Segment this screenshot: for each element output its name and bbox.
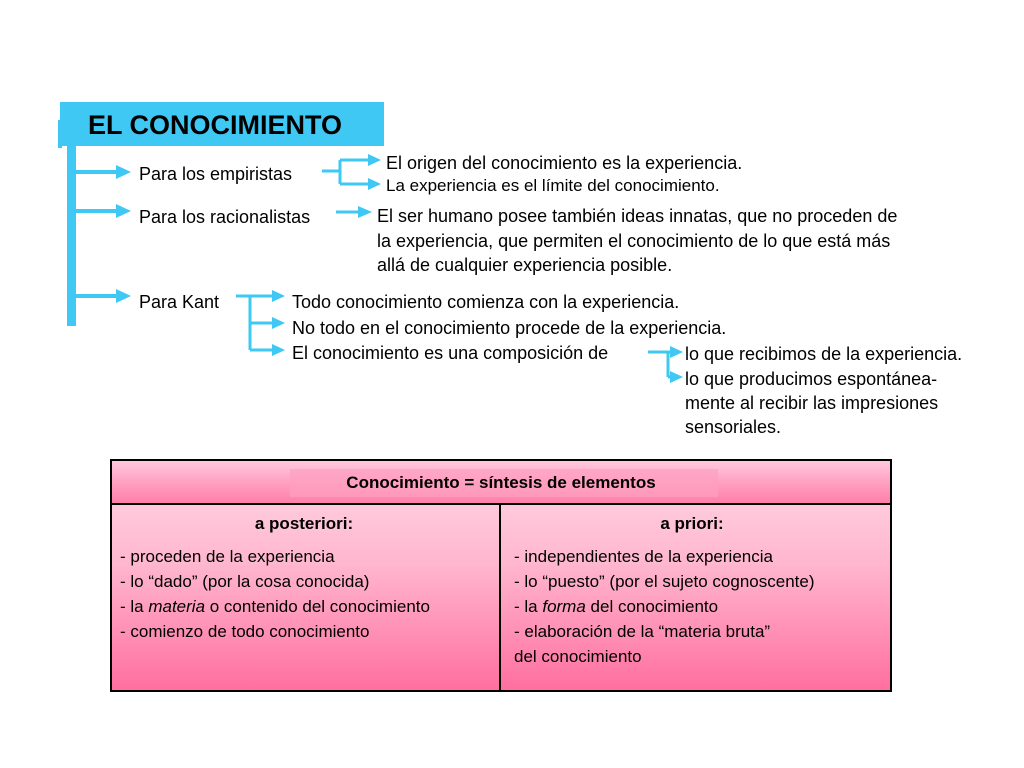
empiristas-point-2: La experiencia es el límite del conocimiento. — [386, 176, 720, 195]
a-priori-item: - la forma del conocimiento — [514, 597, 719, 616]
a-priori-item: - independientes de la experiencia — [514, 547, 773, 566]
racionalistas-line-2: la experiencia, que permiten el conocimiento de lo que está más — [377, 231, 891, 251]
fork-composition — [648, 352, 672, 377]
arrowhead-emp-2 — [368, 178, 381, 190]
composition-second-line-1: lo que producimos espontánea- — [685, 369, 938, 389]
a-priori-item: - elaboración de la “materia bruta” — [514, 622, 771, 641]
label-kant: Para Kant — [139, 292, 220, 312]
fork-empiristas — [322, 160, 370, 184]
composition-second-line-2: mente al recibir las impresiones — [685, 393, 939, 413]
a-posteriori-item: - proceden de la experiencia — [120, 547, 335, 566]
arrowhead-kant-2 — [272, 317, 285, 329]
racionalistas-line-3: allá de cualquier experiencia posible. — [377, 255, 673, 275]
kant-point-1: Todo conocimiento comienza con la experiencia. — [292, 292, 680, 312]
synthesis-table — [110, 459, 892, 692]
a-posteriori-item: - la materia o contenido del conocimiento — [120, 597, 430, 616]
arrowhead-comp-1 — [670, 346, 683, 358]
table-header-text: Conocimiento = síntesis de elementos — [346, 473, 656, 492]
column-a-posteriori — [120, 513, 504, 644]
arrowhead-rac-point — [358, 206, 372, 218]
a-posteriori-item: - lo “dado” (por la cosa conocida) — [120, 572, 370, 591]
arrowhead-racionalistas — [116, 204, 131, 218]
arrowhead-kant-1 — [272, 290, 285, 302]
arrowhead-comp-2 — [670, 371, 683, 383]
arrowhead-kant-3 — [272, 344, 285, 356]
table-header — [112, 461, 890, 505]
fork-kant — [236, 296, 274, 350]
a-posteriori-item: - comienzo de todo conocimiento — [120, 622, 370, 641]
column-a-priori — [514, 513, 898, 669]
a-priori-item: - lo “puesto” (por el sujeto cognoscente) — [514, 572, 815, 591]
arrowhead-emp-1 — [368, 154, 381, 166]
composition-second-line-3: sensoriales. — [685, 417, 782, 437]
a-priori-item: del conocimiento — [514, 647, 642, 666]
page-title: EL CONOCIMIENTO — [60, 102, 384, 146]
label-empiristas: Para los empiristas — [139, 164, 293, 184]
arrowhead-empiristas — [116, 165, 131, 179]
column-heading-a-posteriori: a posteriori: — [254, 514, 354, 533]
arrowhead-kant — [116, 289, 131, 303]
kant-point-2: No todo en el conocimiento procede de la experiencia. — [292, 318, 727, 338]
empiristas-point-1: El origen del conocimiento es la experiencia. — [386, 153, 743, 173]
label-racionalistas: Para los racionalistas — [139, 207, 311, 227]
composition-first: lo que recibimos de la experiencia. — [685, 344, 963, 364]
racionalistas-line-1: El ser humano posee también ideas innatas, que no proceden de — [377, 206, 898, 226]
kant-point-3: El conocimiento es una composición de — [292, 343, 609, 363]
column-heading-a-priori: a priori: — [660, 514, 724, 533]
